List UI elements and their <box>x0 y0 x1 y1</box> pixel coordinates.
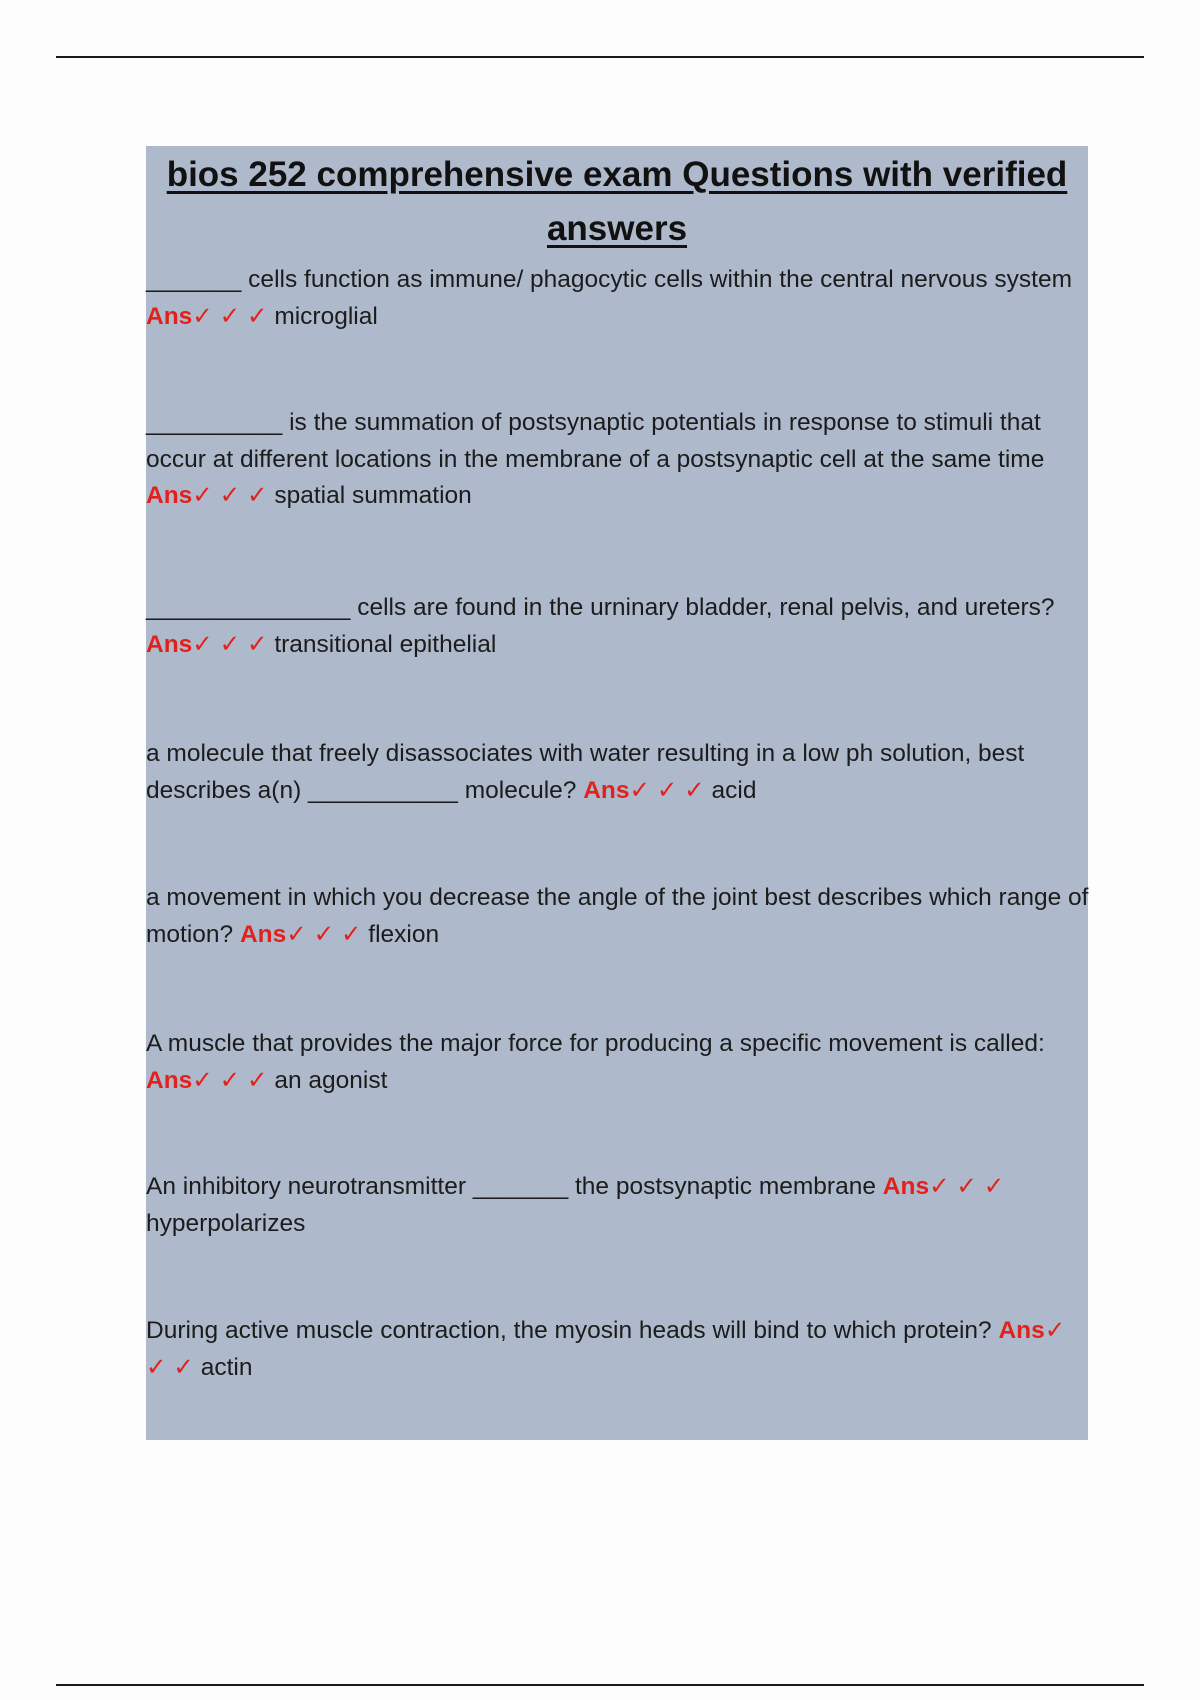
checkmark-icon: ✓ ✓ ✓ <box>929 1173 1005 1200</box>
qa-item <box>146 405 1090 515</box>
checkmark-icon: ✓ ✓ ✓ <box>192 302 268 330</box>
answer-marker: Ans <box>998 1317 1045 1344</box>
question-text: An inhibitory neurotransmitter _______ the postsynaptic membrane <box>146 1173 876 1200</box>
question-text: __________ is the summation of postsynaptic potentials in response to stimuli that occur at different locations in the membrane of a postsynaptic cell at the same time <box>146 409 1045 473</box>
exam-panel <box>146 146 1088 1440</box>
question-text: _______________ cells are found in the urninary bladder, renal pelvis, and ureters? <box>146 594 1055 621</box>
checkmark-icon: ✓ ✓ ✓ <box>192 630 268 658</box>
answer-text: flexion <box>368 920 440 948</box>
answer-text: an agonist <box>274 1066 388 1094</box>
checkmark-icon: ✓ ✓ ✓ <box>192 1066 268 1094</box>
checkmark-icon: ✓ ✓ ✓ <box>629 776 705 804</box>
checkmark-icon: ✓ ✓ ✓ <box>286 920 362 948</box>
answer-text: hyperpolarizes <box>146 1209 306 1237</box>
question-text: a movement in which you decrease the angle of the joint best describes which range of motion? <box>146 884 1089 948</box>
qa-item <box>146 1313 1090 1386</box>
question-text: A muscle that provides the major force for producing a specific movement is called: <box>146 1030 1045 1057</box>
answer-marker: Ans <box>146 630 193 658</box>
document-title: bios 252 comprehensive exam Questions with verified answers <box>166 155 1068 248</box>
question-text: a molecule that freely disassociates with water resulting in a low ph solution, best describes a(n) ___________ molecule? <box>146 740 1025 804</box>
answer-text: actin <box>200 1353 253 1381</box>
qa-item <box>146 590 1090 663</box>
qa-item <box>146 1026 1090 1099</box>
answer-text: spatial summation <box>274 482 472 509</box>
footer-rule <box>56 1684 1144 1686</box>
question-text: _______ cells function as immune/ phagocytic cells within the central nervous system <box>146 266 1073 293</box>
checkmark-icon: ✓ ✓ ✓ <box>146 1317 1066 1381</box>
answer-marker: Ans <box>146 1066 193 1094</box>
qa-item <box>146 262 1090 335</box>
qa-item <box>146 880 1090 953</box>
qa-item <box>146 736 1090 809</box>
answer-marker: Ans <box>882 1173 930 1200</box>
checkmark-icon: ✓ ✓ ✓ <box>192 482 268 509</box>
answer-marker: Ans <box>583 776 630 804</box>
answer-text: microglial <box>274 302 378 330</box>
answer-marker: Ans <box>146 302 193 330</box>
answer-text: transitional epithelial <box>274 630 497 658</box>
header-rule <box>56 56 1144 58</box>
qa-item <box>146 1169 1090 1242</box>
answer-marker: Ans <box>146 482 193 509</box>
answer-text: acid <box>711 776 757 804</box>
answer-marker: Ans <box>239 920 287 948</box>
question-text: During active muscle contraction, the myosin heads will bind to which protein? <box>146 1317 992 1344</box>
